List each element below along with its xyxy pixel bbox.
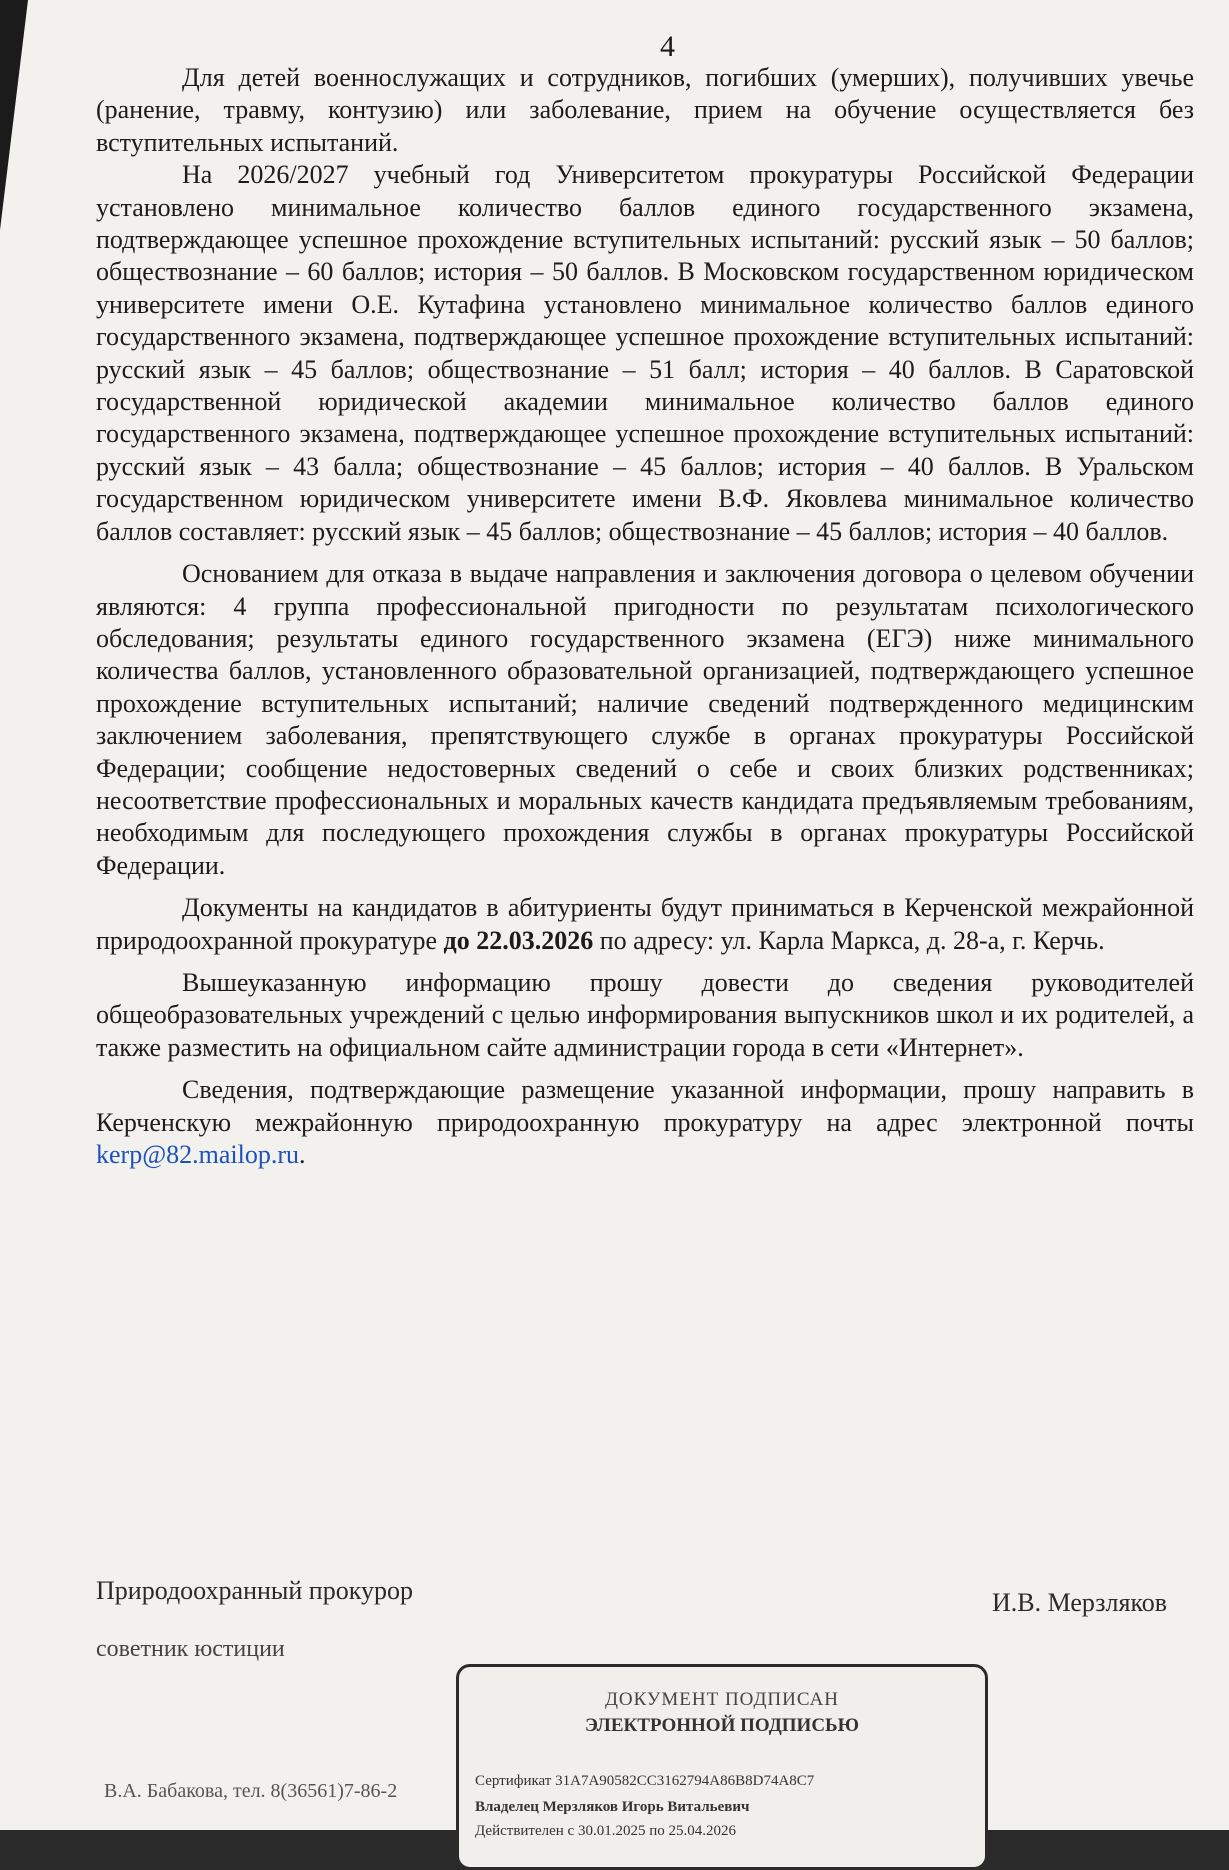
documents-address: по адресу: ул. Карла Маркса, д. 28-а, г. Керчь. xyxy=(593,925,1105,955)
paragraph-request: Вышеуказанную информацию прошу довести до сведения руководителей общеобразовательных учреждений с целью информирования выпускников школ и их родителей, а также разместить на официальном сайте администрации города в сети «Интернет». xyxy=(96,967,1194,1062)
paragraph-refusal-grounds: Основанием для отказа в выдаче направления и заключения договора о целевом обучении являются: 4 группа профессиональной пригодности по результатам психологического обследования; результаты единого государственного экзамена (ЕГЭ) ниже минимального количества баллов, установленного образовательной организацией, подтверждающего успешное прохождение вступительных испытаний; наличие сведений подтвержденного медицинским заключением заболевания, препятствующего службе в органах прокуратуры Российской Федерации; сообщение недостоверных сведений о себе и своих близких родственниках; несоответствие профессиональных и моральных качеств кандидата предъявляемым требованиям, необходимым для последующего прохождения службы в органах прокуратуры Российской Федерации. xyxy=(96,559,1194,880)
confirmation-text: Сведения, подтверждающие размещение указанной информации, прошу направить в Керченскую межрайонную природоохранную прокуратуру на адрес электронной почты xyxy=(96,1075,1194,1137)
signatory-rank: советник юстиции xyxy=(96,1636,285,1662)
paragraph-exemptions: Для детей военнослужащих и сотрудников, погибших (умерших), получивших увечье (ранение, травму, контузию) или заболевание, прием на обучение осуществляется без вступительных испытаний. xyxy=(96,63,1194,157)
stamp-validity: Действителен с 30.01.2025 по 25.04.2026 xyxy=(475,1823,736,1839)
signatory-title: Природоохранный прокурор xyxy=(96,1576,413,1605)
deadline-date: до 22.03.2026 xyxy=(437,925,594,955)
paragraph-documents-deadline xyxy=(96,892,1194,957)
stamp-subtitle: ЭЛЕКТРОННОЙ ПОДПИСЬЮ xyxy=(584,1715,860,1736)
confirmation-end: . xyxy=(299,1140,306,1169)
stamp-certificate: Сертификат 31A7A90582CC3162794A86B8D74A8C7 xyxy=(475,1773,815,1789)
email-link[interactable]: kerp@82.mailop.ru xyxy=(96,1140,300,1169)
stamp-owner: Владелец Мерзляков Игорь Витальевич xyxy=(475,1799,750,1815)
letter-body xyxy=(96,62,1194,1171)
electronic-signature-stamp xyxy=(456,1664,988,1870)
paragraph-minimum-scores: На 2026/2027 учебный год Университетом прокуратуры Российской Федерации установлено минимальное количество баллов единого государственного экзамена, подтверждающее успешное прохождение вступительных испытаний: русский язык – 50 баллов; обществознание – 60 баллов; история – 50 баллов. В Московском государственном юридическом университете имени О.Е. Кутафина установлено минимальное количество баллов единого государственного экзамена, подтверждающее успешное прохождение вступительных испытаний: русский язык – 45 баллов; обществознание – 51 балл; история – 40 баллов. В Саратовской государственной юридической академии минимальное количество баллов единого государственного экзамена, подтверждающее успешное прохождение вступительных испытаний: русский язык – 43 балла; обществознание – 45 баллов; история – 40 баллов. В Уральском государственном юридическом университете имени В.Ф. Яковлева минимальное количество баллов составляет: русский язык – 45 баллов; обществознание – 45 баллов; история – 40 баллов. xyxy=(96,160,1194,546)
page-number: 4 xyxy=(660,30,675,63)
paragraph-confirmation xyxy=(96,1074,1194,1171)
stamp-title: ДОКУМЕНТ ПОДПИСАН xyxy=(604,1689,840,1710)
signatory-name: И.В. Мерзляков xyxy=(992,1588,1168,1617)
documents-text: Документы на кандидатов в абитуриенты будут приниматься в Керченской межрайонной природоохранной прокуратуре xyxy=(96,893,1194,955)
executor-contact: В.А. Бабакова, тел. 8(36561)7-86-2 xyxy=(104,1780,398,1802)
background-corner xyxy=(0,0,28,230)
